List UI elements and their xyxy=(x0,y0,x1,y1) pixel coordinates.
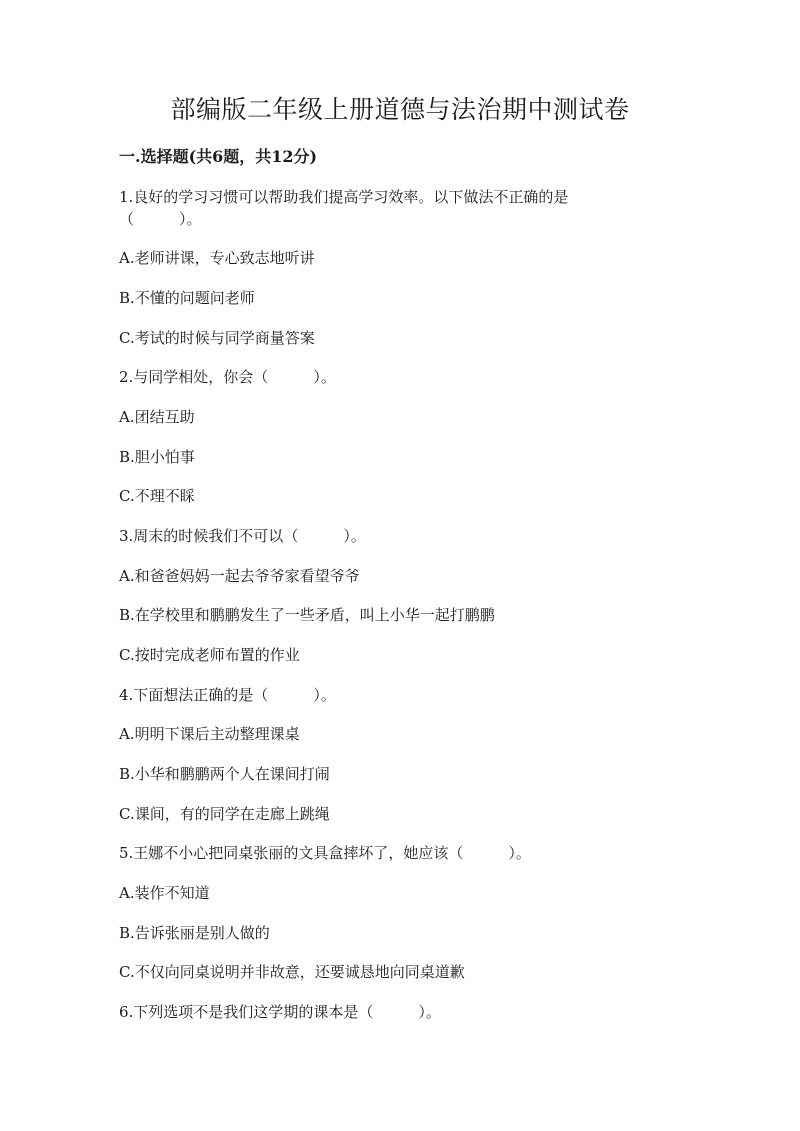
question-4-option-c: C.课间，有的同学在走廊上跳绳 xyxy=(119,805,330,823)
question-1-option-b: B.不懂的问题问老师 xyxy=(119,289,255,307)
question-5-stem: 5.王娜不小心把同桌张丽的文具盒摔坏了，她应该（ ）。 xyxy=(119,844,531,862)
question-5-option-a: A.装作不知道 xyxy=(119,884,210,902)
question-2-option-a: A.团结互助 xyxy=(119,408,195,426)
question-5-option-c: C.不仅向同桌说明并非故意，还要诚恳地向同桌道歉 xyxy=(119,963,465,981)
question-4-stem: 4.下面想法正确的是（ ）。 xyxy=(119,686,336,704)
question-1-stem: 1.良好的学习习惯可以帮助我们提高学习效率。以下做法不正确的是 xyxy=(119,188,569,206)
question-3-option-b: B.在学校里和鹏鹏发生了一些矛盾，叫上小华一起打鹏鹏 xyxy=(119,606,495,624)
question-3-option-c: C.按时完成老师布置的作业 xyxy=(119,646,300,664)
page-title: 部编版二年级上册道德与法治期中测试卷 xyxy=(170,95,630,124)
section-heading: 一.选择题(共6题，共12分) xyxy=(119,147,318,166)
question-3-option-a: A.和爸爸妈妈一起去爷爷家看望爷爷 xyxy=(119,567,360,585)
question-3-stem: 3.周末的时候我们不可以（ ）。 xyxy=(119,527,366,545)
question-2-stem: 2.与同学相处，你会（ ）。 xyxy=(119,368,336,386)
question-6-stem: 6.下列选项不是我们这学期的课本是（ ）。 xyxy=(119,1003,441,1021)
question-1-stem-cont: （ ）。 xyxy=(119,210,202,228)
question-1-option-a: A.老师讲课，专心致志地听讲 xyxy=(119,249,315,267)
question-2-option-c: C.不理不睬 xyxy=(119,487,195,505)
question-4-option-b: B.小华和鹏鹏两个人在课间打闹 xyxy=(119,765,330,783)
question-5-option-b: B.告诉张丽是别人做的 xyxy=(119,924,270,942)
question-4-option-a: A.明明下课后主动整理课桌 xyxy=(119,725,300,743)
question-1-option-c: C.考试的时候与同学商量答案 xyxy=(119,329,315,347)
question-2-option-b: B.胆小怕事 xyxy=(119,448,195,466)
